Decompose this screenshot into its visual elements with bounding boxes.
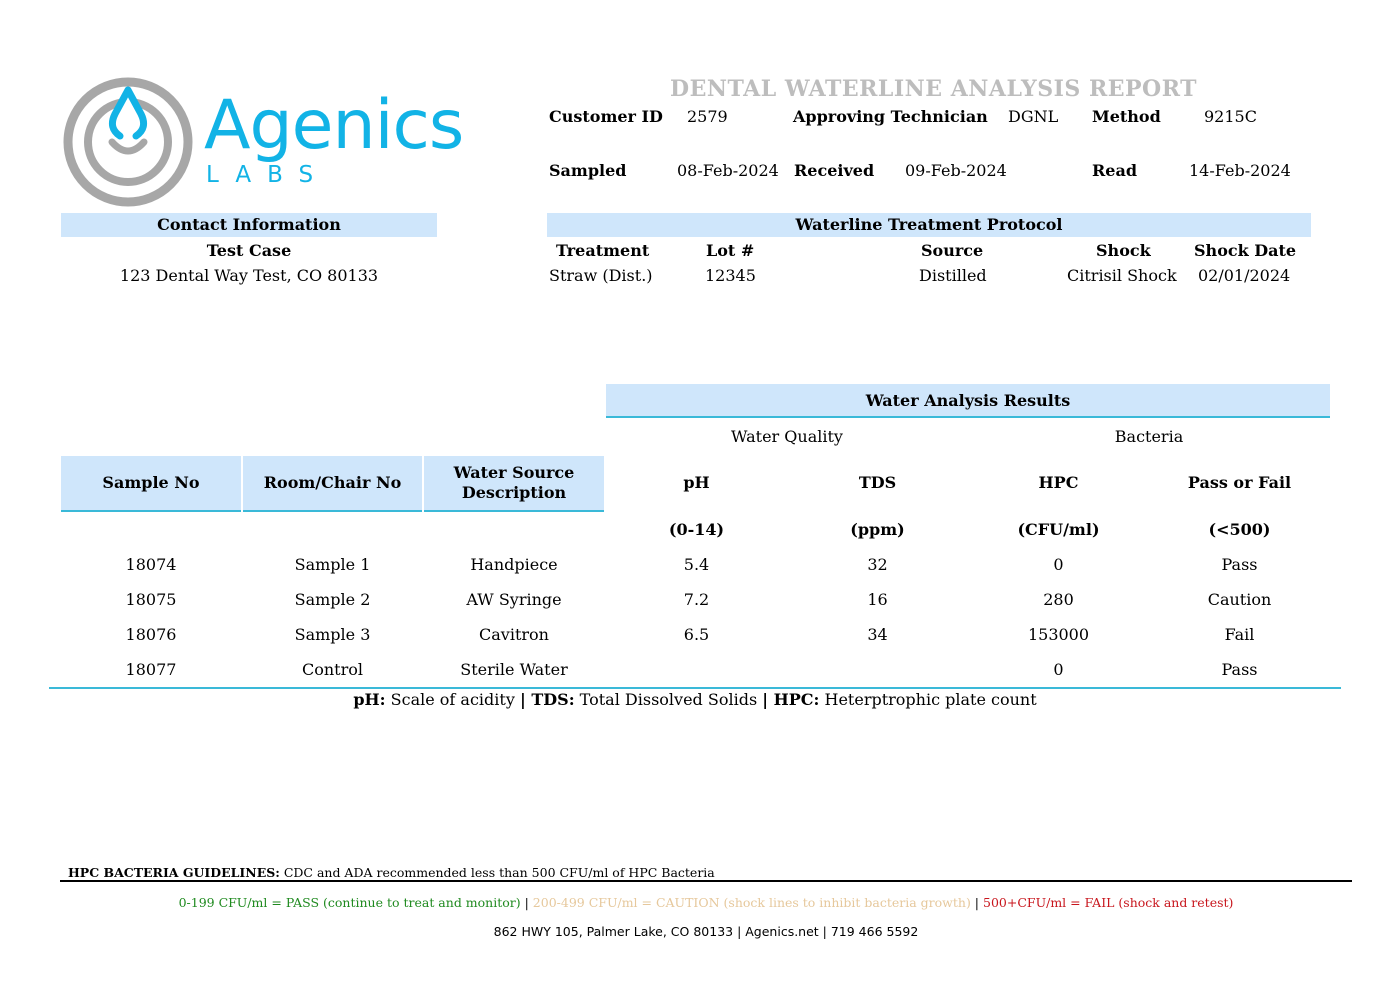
protocol-lot-value: 12345 [705,266,756,285]
pass-range: 0-199 CFU/ml = PASS (continue to treat and monitor) [178,895,521,910]
lab-address: 862 HWY 105, Palmer Lake, CO 80133 | Agenics.net | 719 466 5592 [493,924,919,939]
row4-hpc: 0 [1053,660,1064,679]
col-water-source-line2: Description [461,483,567,502]
protocol-shock-value: Citrisil Shock [1067,266,1177,285]
caution-range: 200-499 CFU/ml = CAUTION (shock lines to inhibit bacteria growth) [532,895,971,910]
col-ph: pH [683,473,710,492]
protocol-treatment-header: Treatment [556,241,650,260]
row2-hpc: 280 [1043,590,1074,609]
protocol-shock-date-value: 02/01/2024 [1198,266,1291,285]
guidelines-text: CDC and ADA recommended less than 500 CFU/ml of HPC Bacteria [279,865,715,880]
bacteria-group: Bacteria [1114,427,1184,446]
fail-range: 500+CFU/ml = FAIL (shock and retest) [983,895,1234,910]
technician-value: DGNL [1008,107,1059,126]
row1-sample-no: 18074 [125,555,177,574]
method-value: 9215C [1204,107,1257,126]
results-legend [49,690,1341,709]
logo-labs-text: LABS [206,162,330,188]
received-date: 09-Feb-2024 [905,161,1007,180]
row3-sample-no: 18076 [125,625,177,644]
range-sep-1: | [520,895,533,910]
protocol-shock-header: Shock [1096,241,1151,260]
unit-pass-fail: (<500) [1208,520,1271,539]
row2-result: Caution [1207,590,1272,609]
row2-tds: 16 [867,590,888,609]
sampled-label: Sampled [549,161,627,180]
col-sample-no [61,456,241,512]
read-label: Read [1092,161,1138,180]
contact-address: 123 Dental Way Test, CO 80133 [119,266,379,285]
guidelines-label: HPC BACTERIA GUIDELINES: [68,865,280,880]
results-heading: Water Analysis Results [606,384,1330,418]
range-sep-2: | [970,895,983,910]
col-hpc: HPC [1038,473,1079,492]
legend-sep-2: | [762,690,769,709]
hpc-guidelines [68,865,715,880]
table-bottom-rule [49,687,1341,689]
row1-hpc: 0 [1053,555,1064,574]
row2-room: Sample 2 [294,590,371,609]
row3-source: Cavitron [479,625,549,644]
footer-separator [60,880,1352,882]
legend-hpc-text: Heterptrophic plate count [819,690,1037,709]
col-pass-fail: Pass or Fail [1187,473,1292,492]
row3-room: Sample 3 [294,625,371,644]
row4-room: Control [301,660,363,679]
unit-hpc: (CFU/ml) [1017,520,1100,539]
water-quality-group: Water Quality [731,427,843,446]
method-label: Method [1092,107,1161,126]
row2-ph: 7.2 [683,590,710,609]
protocol-shock-date-header: Shock Date [1194,241,1297,260]
received-label: Received [794,161,875,180]
legend-tds-text: Total Dissolved Solids [574,690,763,709]
legend-ph-text: Scale of acidity [385,690,520,709]
row4-source: Sterile Water [460,660,568,679]
protocol-treatment-value: Straw (Dist.) [549,266,653,285]
row1-ph: 5.4 [683,555,710,574]
legend-hpc-label: HPC: [768,690,820,709]
col-room-chair-label: Room/Chair No [263,473,402,492]
row1-tds: 32 [867,555,888,574]
unit-tds: (ppm) [850,520,905,539]
report-title: DENTAL WATERLINE ANALYSIS REPORT [670,76,1197,102]
col-water-source-line1: Water Source [453,463,575,482]
protocol-source-value: Distilled [919,266,987,285]
row2-source: AW Syringe [466,590,562,609]
col-tds: TDS [858,473,897,492]
row1-room: Sample 1 [294,555,371,574]
contact-name: Test Case [206,241,292,260]
col-sample-no-label: Sample No [102,473,200,492]
protocol-lot-header: Lot # [706,241,755,260]
technician-label: Approving Technician [793,107,988,126]
unit-ph: (0-14) [668,520,725,539]
row4-result: Pass [1221,660,1258,679]
read-date: 14-Feb-2024 [1189,161,1291,180]
customer-id-value: 2579 [687,107,728,126]
protocol-source-header: Source [921,241,984,260]
protocol-heading: Waterline Treatment Protocol [547,213,1311,237]
logo-wordmark: Agenics [204,86,464,165]
legend-tds-label: TDS: [525,690,575,709]
sampled-date: 08-Feb-2024 [677,161,779,180]
row4-sample-no: 18077 [125,660,177,679]
row1-source: Handpiece [470,555,558,574]
guideline-ranges [60,895,1352,910]
logo-inner-arc [112,142,144,151]
legend-ph-label: pH: [353,690,386,709]
row1-result: Pass [1221,555,1258,574]
legend-sep-1: | [519,690,526,709]
row3-ph: 6.5 [683,625,710,644]
col-water-source [424,456,604,512]
customer-id-label: Customer ID [549,107,663,126]
row3-result: Fail [1224,625,1255,644]
row2-sample-no: 18075 [125,590,177,609]
col-room-chair [243,456,422,512]
row3-hpc: 153000 [1027,625,1090,644]
contact-heading: Contact Information [61,213,437,237]
row3-tds: 34 [867,625,888,644]
